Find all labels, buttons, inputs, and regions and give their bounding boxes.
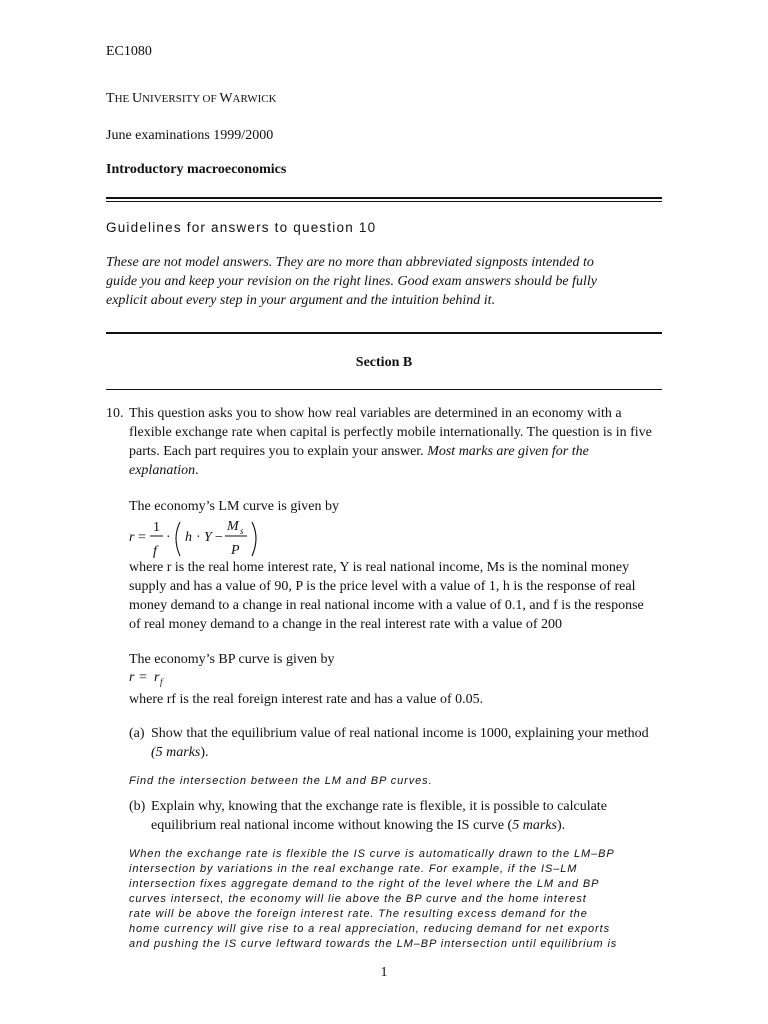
page-number: 1 [380, 965, 388, 980]
section-rule-top [106, 332, 662, 334]
svg-text:f: f [160, 677, 163, 687]
question-number: 10. [106, 406, 124, 421]
course-title: Introductory macroeconomics [106, 162, 287, 177]
question-intro-line-1: This question asks you to show how real variables are determined in an economy with a [129, 406, 622, 421]
svg-text:s: s [240, 526, 244, 536]
section-rule-bottom [106, 389, 662, 390]
university-name: THE UNIVERSITY OF WARWICK [106, 91, 277, 106]
question-intro-line-3: parts. Each part requires you to explain your answer. Most marks are given for the [129, 444, 589, 459]
svg-text:M: M [227, 519, 239, 534]
question-intro-line-2: flexible exchange rate when capital is perfectly mobile internationally. The question is in five [129, 425, 652, 440]
answer-b-line-6: home currency will give rise to a real appreciation, reducing demand for net exports [129, 923, 610, 935]
svg-text:r: r [154, 670, 160, 685]
guidelines-line-3: explicit about every step in your argument and the intuition behind it. [106, 293, 496, 308]
part-a-line-2: (5 marks). [151, 745, 209, 760]
guidelines-line-2: guide you and keep your revision on the right lines. Good exam answers should be fully [106, 274, 597, 289]
exam-session: June examinations 1999/2000 [106, 128, 274, 143]
svg-text:·: · [196, 530, 201, 545]
guidelines-heading: Guidelines for answers to question 10 [106, 220, 377, 235]
part-a-label: (a) [129, 726, 145, 741]
bp-equation [125, 666, 185, 690]
svg-text:r: r [129, 530, 135, 545]
part-b-line-1: Explain why, knowing that the exchange rate is flexible, it is possible to calculate [151, 799, 607, 814]
double-rule-bottom [106, 201, 662, 202]
question-intro-line-4: explanation. [129, 463, 199, 478]
lm-intro: The economy’s LM curve is given by [129, 499, 339, 514]
answer-b-line-2: intersection by variations in the real exchange rate. For example, if the IS–LM [129, 863, 578, 875]
lm-where-line-1: where r is the real home interest rate, Y is real national income, Ms is the nominal money [129, 560, 630, 575]
svg-text:r: r [129, 670, 135, 685]
svg-text:1: 1 [153, 520, 160, 535]
lm-equation [125, 514, 275, 560]
svg-text:f: f [153, 544, 157, 559]
svg-text:Y: Y [204, 530, 212, 545]
answer-b-line-7: and pushing the IS curve leftward towards the LM–BP intersection until equilibrium is [129, 938, 618, 950]
answer-b-line-4: curves intersect, the economy will lie above the BP curve and the home interest [129, 893, 587, 905]
svg-text:=: = [138, 530, 146, 545]
lm-where-line-4: of real money demand to a change in the real interest rate with a value of 200 [129, 617, 563, 632]
part-a-line-1: Show that the equilibrium value of real national income is 1000, explaining your method [151, 726, 649, 741]
svg-text:·: · [166, 530, 171, 545]
bp-where: where rf is the real foreign interest rate and has a value of 0.05. [129, 692, 484, 707]
bp-intro: The economy’s BP curve is given by [129, 652, 335, 667]
section-title: Section B [355, 355, 413, 370]
svg-text:=: = [139, 670, 147, 685]
lm-where-line-3: money demand to a change in real national income with a value of 0.1, and f is the response [129, 598, 644, 613]
answer-b-line-1: When the exchange rate is flexible the IS curve is automatically drawn to the LM–BP [129, 848, 615, 860]
answer-a: Find the intersection between the LM and BP curves. [129, 775, 433, 787]
course-code: EC1080 [106, 44, 152, 59]
part-b-line-2: equilibrium real national income without knowing the IS curve (5 marks). [151, 818, 566, 833]
svg-text:P: P [231, 543, 240, 558]
part-b-label: (b) [129, 799, 146, 814]
answer-b-line-3: intersection fixes aggregate demand to the right of the level where the LM and BP [129, 878, 600, 890]
double-rule-top [106, 197, 662, 199]
guidelines-line-1: These are not model answers. They are no more than abbreviated signposts intended to [106, 255, 594, 270]
lm-where-line-2: supply and has a value of 90, P is the price level with a value of 1, h is the response of real [129, 579, 636, 594]
svg-text:h: h [185, 530, 192, 545]
answer-b-line-5: rate will be above the foreign interest rate. The resulting excess demand for the [129, 908, 588, 920]
svg-text:−: − [215, 530, 223, 545]
